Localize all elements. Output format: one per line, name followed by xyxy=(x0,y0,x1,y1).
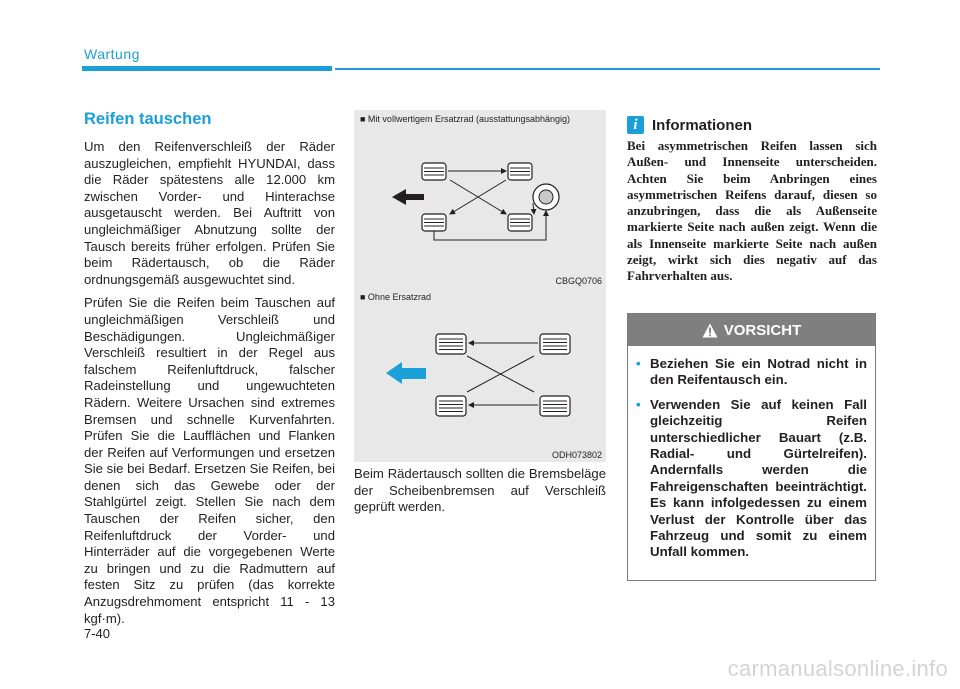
figure-code: ODH073802 xyxy=(551,450,602,460)
tire-front-left xyxy=(422,163,446,180)
warning-triangle-icon xyxy=(702,323,718,338)
paragraph-1: Um den Reifenverschleiß der Räder auszugleichen, empfiehlt HYUNDAI, dass die Räder spätestens alle 12.000 km zwischen Vorder- und Hinterachse ausgetauscht werden. Bei Auftritt von ungleichmäßiger Abnutzung sollte der Tausch bereits früher erfolgen. Prüfen Sie beim Rädertausch, ob die Räder ordnungsgemäß ausgewuchtet sind. xyxy=(84,139,335,287)
caution-list xyxy=(636,356,867,561)
spare-tire xyxy=(533,184,559,210)
header-rule-thin xyxy=(335,68,880,70)
caution-item-text: Verwenden Sie auf keinen Fall gleichzeitig Reifen unterschiedlicher Bauart (z.B. Radial- und Gürtelreifen). Andernfalls werden die Fahreigenschaften beeinträchtigt. Es kann infolgedessen zu einem Verlust der Kontrolle über das Fahrzeug und somit zu einem Unfall kommen. xyxy=(650,396,867,560)
tire-front-right xyxy=(540,334,570,354)
tire-rear-right xyxy=(508,214,532,231)
header-rule-thick xyxy=(82,66,332,71)
figure-caption: ■ Mit vollwertigem Ersatzrad (ausstattungsabhängig) xyxy=(360,114,571,124)
direction-arrow-icon xyxy=(386,362,426,384)
bullet-icon: • xyxy=(636,356,641,371)
figure-code: CBGQ0706 xyxy=(555,276,602,286)
rotation-diagram-without-spare xyxy=(354,288,606,462)
tire-rear-left xyxy=(422,214,446,231)
tire-rear-right xyxy=(540,396,570,416)
caution-item-text: Beziehen Sie ein Notrad nicht in den Reifentausch ein. xyxy=(650,356,867,388)
section-title: Wartung xyxy=(84,46,140,62)
tire-front-right xyxy=(508,163,532,180)
page-number: 7-40 xyxy=(84,626,111,641)
brake-note: Beim Rädertausch sollten die Bremsbeläge der Scheibenbremsen auf Verschleiß geprüft werden. xyxy=(354,466,606,515)
rotation-diagram-with-spare xyxy=(354,110,606,288)
caution-header xyxy=(628,314,875,346)
caution-title: VORSICHT xyxy=(723,321,802,339)
info-title: Informationen xyxy=(652,116,752,134)
caution-box xyxy=(627,313,876,581)
watermark: carmanualsonline.info xyxy=(727,656,948,681)
figure-caption: ■ Ohne Ersatzrad xyxy=(360,292,431,302)
info-header xyxy=(627,116,752,134)
figure-rotation-with-spare xyxy=(354,110,606,288)
info-body: Bei asymmetrischen Reifen lassen sich Außen- und Innenseite unterscheiden. Achten Sie beim Anbringen eines asymmetrischen Reifens darauf, diesen so anzubringen, dass die als Außenseite markierte Seite nach außen zeigt. Wenn die als Innenseite markierte Seite nach außen zeigt, wirkt sich dies negativ auf das Fahrverhalten aus. xyxy=(627,138,877,284)
bullet-icon: • xyxy=(636,396,641,412)
paragraph-2: Prüfen Sie die Reifen beim Tauschen auf ungleichmäßigen Verschleiß und Beschädigungen. Ungleichmäßiger Verschleiß resultiert in der Regel aus falschem Reifenluftdruck, falscher Radeinstellung und ungewuchteten Rädern. Weitere Ursachen sind extremes Bremsen und schnelle Kurvenfahrten. Prüfen Sie die Laufflächen und Flanken der Reifen auf Verformungen und ersetzen Sie sie bei Bedarf. Ersetzen Sie Reifen, bei denen sich das Gewebe oder der Stahlgürtel zeigt. Stellen Sie nach dem Tauschen der Reifen sicher, den Reifenluftdruck der Vorder- und Hinterräder auf die vorgegebenen Werte zu bringen und zu die Radmuttern auf festen Sitz zu prüfen (das korrekte Anzugsdrehmoment entspricht 11 - 13 kgf·m). xyxy=(84,295,335,626)
tire-rear-left xyxy=(436,396,466,416)
main-column xyxy=(84,110,335,634)
caution-item xyxy=(636,356,867,389)
info-icon: i xyxy=(627,116,644,134)
section-heading: Reifen tauschen xyxy=(84,110,212,128)
direction-arrow-icon xyxy=(392,189,424,205)
figure-rotation-without-spare xyxy=(354,288,606,462)
tire-front-left xyxy=(436,334,466,354)
caution-item xyxy=(636,397,867,561)
